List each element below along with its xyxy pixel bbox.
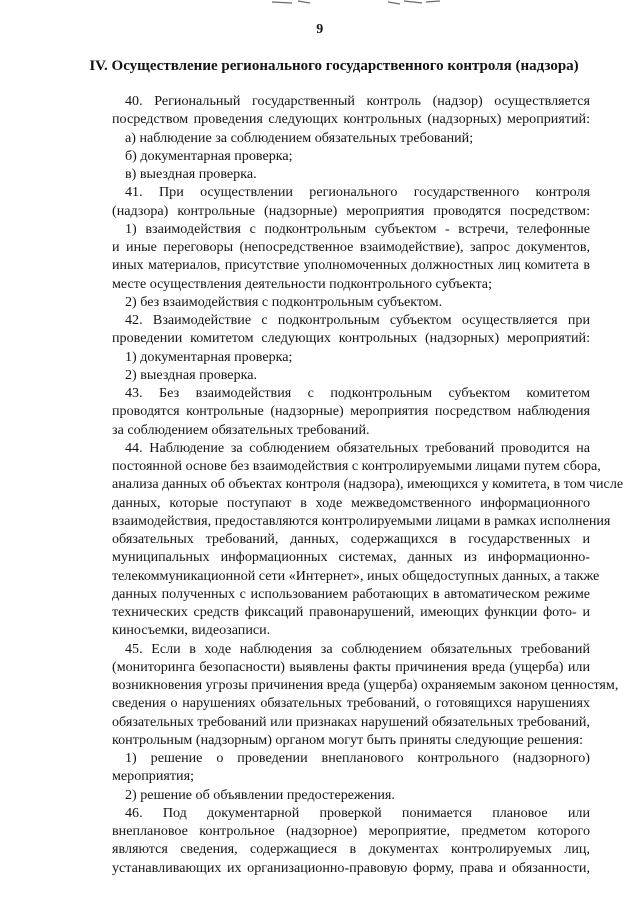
text-line: возникновения угрозы причинения вреда (ущерба) охраняемым законом ценностям, [112,677,619,693]
text-line: взаимодействия, предоставляются контролируемыми лицами в рамках исполнения [112,512,611,529]
text-line: анализа данных об объектах контроля (надзора), имеющихся у комитета, в том числе [112,476,624,493]
text-line: 46. Под документарной проверкой понимается плановое или [125,804,590,821]
text-line: 2) решение об объявлении предостережения. [125,786,395,803]
text-line: (мониторинга безопасности) выявлены факты причинения вреда (ущерба) или [112,658,590,675]
text-line: иных материалов, присутствие уполномоченных должностных лиц комитета в [112,257,590,274]
text-line: обязательных требований, данных, содержащихся в государственных и [112,531,590,547]
text-line: мероприятия; [112,768,194,785]
text-line: 1) взаимодействия с подконтрольным субъектом - встречи, телефонные [125,220,590,237]
text-line: а) наблюдение за соблюдением обязательных требований; [125,129,474,146]
scan-artifact-marks [270,0,460,6]
text-line: 41. При осуществлении регионального государственного контроля [125,184,590,201]
text-line: сведения о нарушениях обязательных требований, о готовящихся нарушениях [112,695,590,712]
text-line: месте осуществления деятельности подконтрольного субъекта; [112,275,492,292]
document-body [112,92,624,877]
text-line: данных, которые поступают в ходе межведомственного информационного [112,494,590,511]
text-line: являются сведения, содержащиеся в документах контролируемых лиц, [112,841,590,858]
section-title: IV. Осуществление регионального государственного контроля (надзора) [89,58,579,74]
text-line: постоянной основе без взаимодействия с контролируемыми лицами путем сбора, [112,458,601,474]
text-line: киносъемки, видеозаписи. [112,622,271,639]
text-line: устанавливающих их организационно-правовую форму, права и обязанности, [112,859,590,876]
text-line: проведении комитетом следующих контрольных (надзорных) мероприятий: [112,330,590,347]
text-line: 2) выездная проверка. [125,366,258,383]
text-line: и иные переговоры (непосредственное взаимодействие), запрос документов, [112,239,590,255]
text-line: 1) документарная проверка; [125,348,293,365]
text-line: посредством проведения следующих контрольных (надзорных) мероприятий: [112,111,590,128]
text-line: внеплановое контрольное (надзорное) мероприятие, предметом которого [112,823,590,839]
page-number: 9 [316,22,324,37]
text-line: 2) без взаимодействия с подконтрольным субъектом. [125,293,443,310]
text-line: проводятся контрольные (надзорные) мероприятия посредством наблюдения [112,403,590,420]
text-line: в) выездная проверка. [125,166,257,182]
text-line: 42. Взаимодействие с подконтрольным субъектом осуществляется при [125,312,590,328]
text-line: муниципальных информационных системах, данных из информационно- [112,549,590,566]
text-line: (надзора) контрольные (надзорные) мероприятия проводятся посредством: [112,202,590,219]
text-line: 1) решение о проведении внепланового контрольного (надзорного) [125,750,590,766]
text-line: телекоммуникационной сети «Интернет», иных общедоступных данных, а также [112,567,600,584]
text-line: 45. Если в ходе наблюдения за соблюдением обязательных требований [125,640,590,657]
text-line: данных полученных с использованием работающих в автоматическом режиме [112,585,590,602]
text-line: обязательных требований или признаках нарушений обязательных требований, [112,713,590,730]
text-line: б) документарная проверка; [125,147,293,164]
text-line: 40. Региональный государственный контроль (надзор) осуществляется [125,93,590,109]
text-line: технических средств фиксаций правонарушений, имеющих функции фото- и [112,604,590,620]
text-line: 44. Наблюдение за соблюдением обязательных требований проводится на [125,439,590,456]
text-line: за соблюдением обязательных требований. [112,421,370,438]
text-line: 43. Без взаимодействия с подконтрольным субъектом комитетом [125,385,590,401]
text-line: контрольным (надзорным) органом могут быть приняты следующие решения: [112,731,584,748]
